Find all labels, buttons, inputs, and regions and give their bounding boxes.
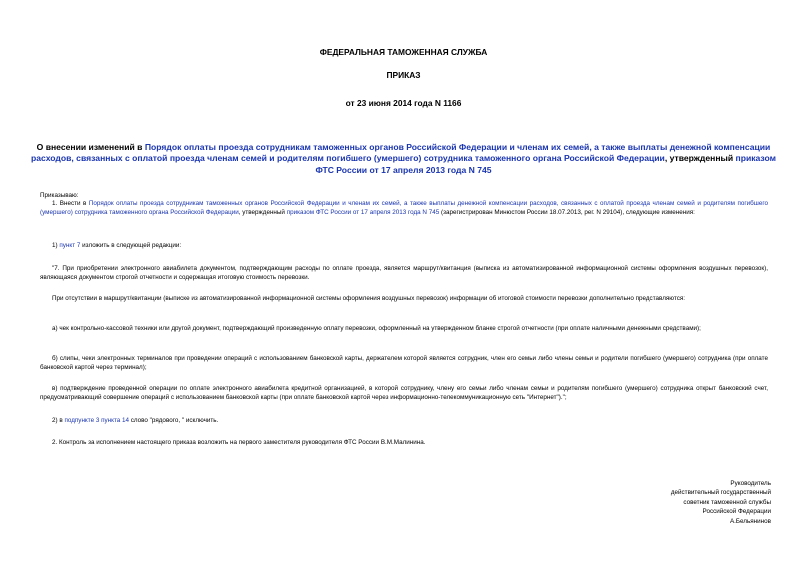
title-middle: , утвержденный [664, 153, 736, 164]
item1-suffix: (зарегистрирован Минюстом России 18.07.2013, рег. N 29104), следующие изменения: [439, 209, 695, 217]
item-a: а) чек контрольно-кассовой техники или другой документ, подтверждающий произведенную оплату перевозки, оформленный на утвержденном бланке строгой отчетности (при оплате наличными денежными средствами); [52, 325, 701, 332]
title-prefix: О внесении изменений в [36, 142, 145, 152]
item1-prikaz-link[interactable]: приказом ФТС России от 17 апреля 2013 года N 745 [286, 209, 440, 217]
paragraph-7: "7. При приобретении электронного авиабилета документом, подтверждающим расходы по оплате проезда, является маршрут/квитанция (выписка из автоматизированной информационной системы оформления воздушных перевозок), являющаяся документом строгой отчетности и содержащая итоговую стоимость перевозки. [40, 265, 768, 282]
document-title [28, 142, 779, 176]
sub1-link[interactable]: пункт 7 [59, 242, 81, 249]
paragraph-absence: При отсутствии в маршрут/квитанции (выписке из автоматизированной информационной системы оформления воздушных перевозок) информации об итоговой стоимости перевозки дополнительно представляются: [52, 295, 686, 302]
item-1 [40, 199, 768, 217]
signature-line-4: Российской Федерации [702, 508, 771, 516]
subitem-2 [40, 416, 768, 425]
sub2-prefix: 2) в [52, 417, 65, 424]
item1-order-link[interactable]: Порядок оплаты проезда сотрудникам таможенных органов Российской Федерации и членам их семей, а также выплаты денежной компенсации расходов, связанных с оплатой проезда членам семей и родителям погибшего (умершего) сотрудника таможенного органа Российской Федерации [40, 200, 769, 217]
subitem-1 [40, 241, 768, 250]
intro-text: Приказываю: [40, 192, 79, 199]
signature-line-3: советник таможенной службы [683, 498, 771, 506]
title-order-link[interactable]: Порядок оплаты проезда сотрудникам таможенных органов Российской Федерации и членам их семей, а также выплаты денежной компенсации расходов, связанных с оплатой проезда членам семей и родителям погибшего (умершего) сотрудника таможенного органа Российской Федерации [31, 142, 771, 164]
signature-block [571, 479, 771, 526]
agency-heading: ФЕДЕРАЛЬНАЯ ТАМОЖЕННАЯ СЛУЖБА [319, 47, 488, 57]
signature-line-1: Руководитель [730, 480, 771, 487]
item-v: в) подтверждение проведенной операции по оплате электронного авиабилета кредитной организацией, в которой сотруднику, члену его семьи либо членам семьи и родителям погибшего (умершего) сотрудника открыт банковский счет, предусматривающий совершение операций с использованием банковской карты (при оплате банковской картой через информационно-телекоммуникационную сеть "Интернет")."; [40, 385, 768, 402]
item1-middle: , утвержденный [238, 209, 287, 217]
doc-type-heading: ПРИКАЗ [386, 70, 421, 80]
signature-line-2: действительный государственный [670, 489, 771, 497]
sub1-suffix: изложить в следующей редакции: [80, 242, 182, 249]
sub2-link[interactable]: подпункте 3 пункта 14 [64, 417, 130, 424]
date-number: от 23 июня 2014 года N 1166 [345, 98, 462, 108]
title-prikaz-link[interactable]: приказом ФТС России от 17 апреля 2013 года N 745 [315, 153, 776, 175]
sub2-suffix: слово "рядового, " исключить. [129, 417, 219, 424]
item-b: б) слипы, чеки электронных терминалов при проведении операций с использованием банковской карты, держателем которой является сотрудник, член его семьи либо члены семьи и родители погибшего (умершего) сотрудника (при оплате банковской картой через терминал); [40, 355, 768, 372]
signature-line-5: А.Бельянинов [729, 517, 771, 525]
sub1-prefix: 1) [52, 242, 60, 249]
item-2: 2. Контроль за исполнением настоящего приказа возложить на первого заместителя руководителя ФТС России В.М.Малинина. [52, 439, 426, 446]
item1-prefix: 1. Внести в [52, 200, 89, 207]
